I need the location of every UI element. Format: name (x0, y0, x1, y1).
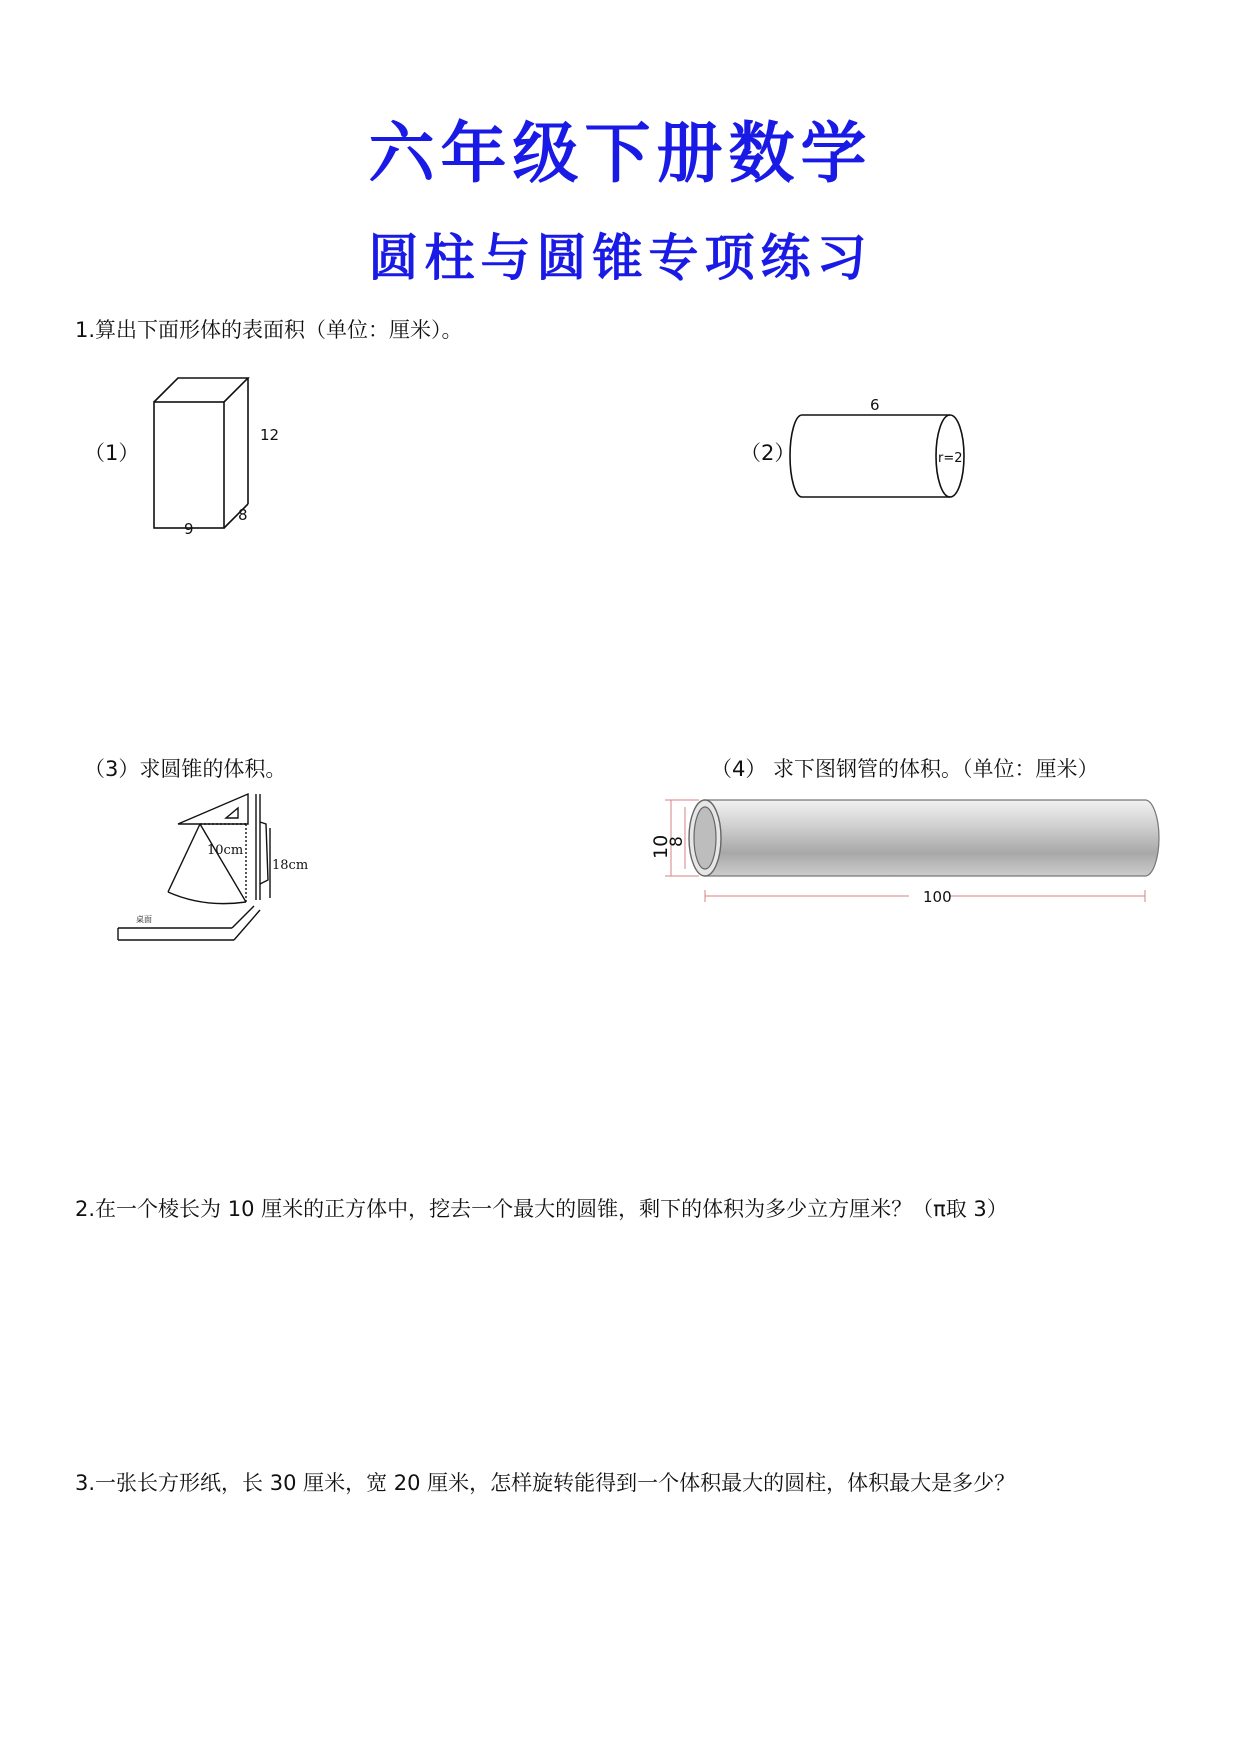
cuboid-figure (140, 370, 300, 540)
item-4-label: （4） 求下图钢管的体积。（单位：厘米） (711, 757, 1099, 781)
item-3-label: （3）求圆锥的体积。 (84, 757, 287, 781)
question-2-text: 2.在一个棱长为 10 厘米的正方体中，挖去一个最大的圆锥，剩下的体积为多少立方厘米？（π取 3） (75, 1197, 1008, 1221)
pipe-outer-diameter-label: 10 (650, 834, 672, 859)
cone-height-label: 18cm (272, 858, 309, 873)
cuboid-width-label: 8 (238, 506, 248, 524)
cone-figure (110, 780, 330, 950)
question-3-text: 3.一张长方形纸，长 30 厘米，宽 20 厘米，怎样旋转能得到一个体积最大的圆柱，体积最大是多少？ (75, 1471, 1016, 1495)
item-2-label: （2） (740, 441, 796, 465)
cuboid-length-label: 9 (184, 520, 194, 538)
cylinder-length-label: 6 (870, 396, 880, 414)
item-1-label: （1） (84, 441, 140, 465)
cuboid-height-label: 12 (260, 426, 280, 444)
cylinder-radius-label: r=2 (938, 451, 963, 466)
page-subtitle: 圆柱与圆锥专项练习 (368, 228, 873, 287)
cylinder-figure (790, 395, 990, 505)
steel-pipe-figure (650, 790, 1175, 920)
cone-radius-label: 10cm (207, 843, 244, 858)
pipe-inner-diameter-label: 8 (667, 836, 687, 847)
desk-label: 桌面 (136, 915, 152, 924)
page-title: 六年级下册数学 (368, 114, 873, 192)
question-1-text: 1.算出下面形体的表面积（单位：厘米）。 (75, 318, 463, 342)
pipe-length-label: 100 (923, 888, 952, 906)
